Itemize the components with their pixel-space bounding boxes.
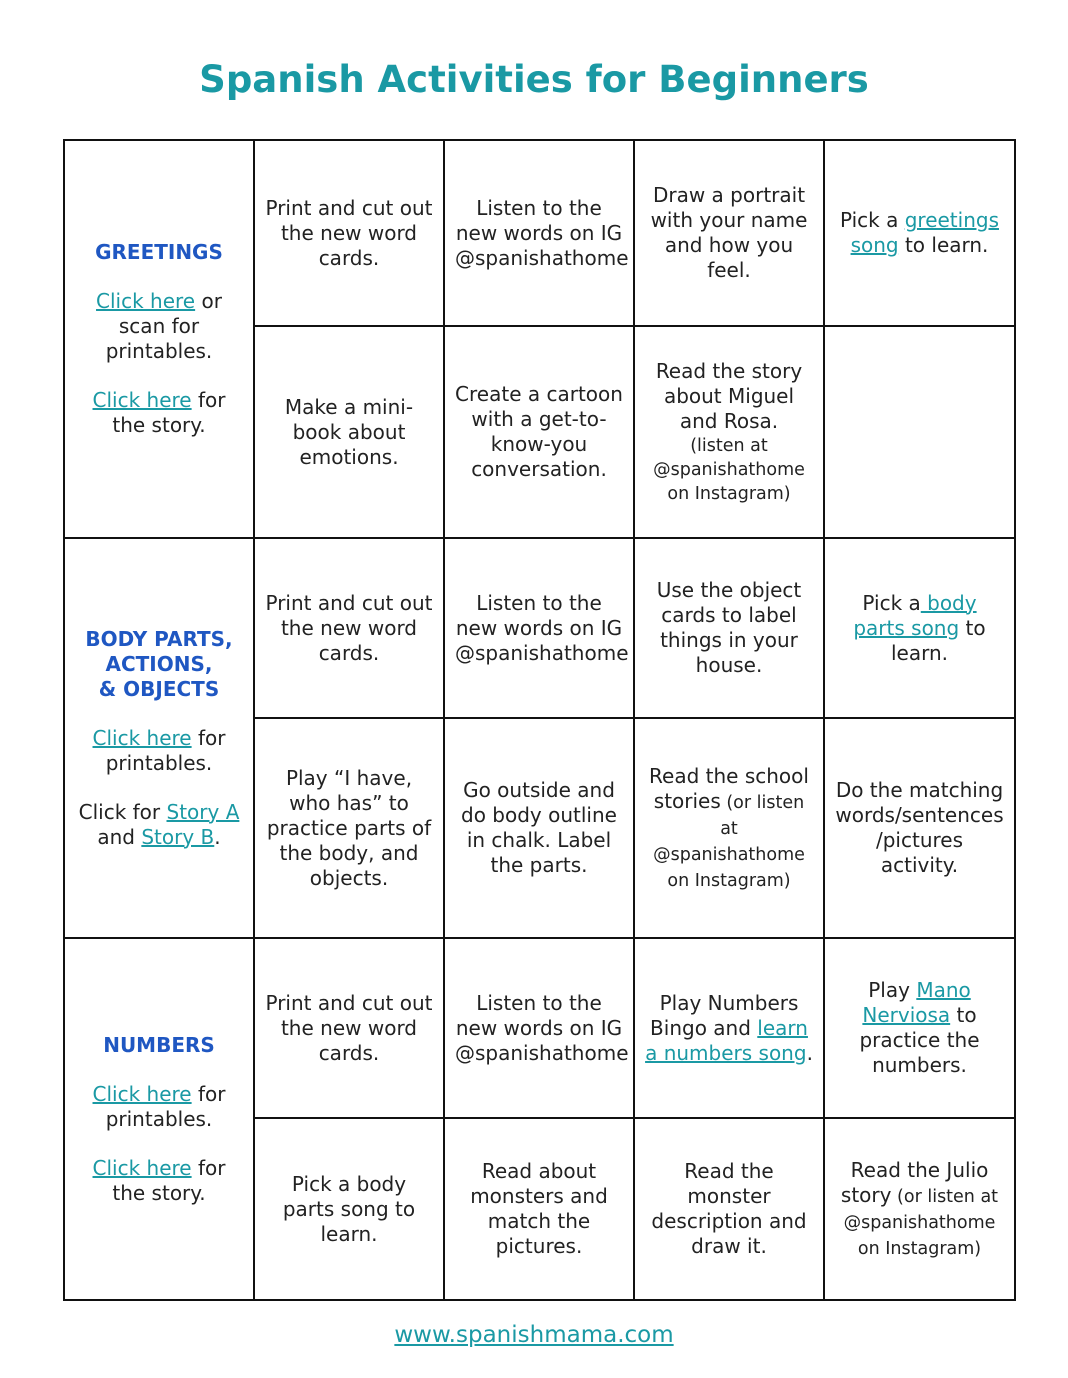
mano-nerviosa-link[interactable]: Mano Nerviosa bbox=[862, 978, 971, 1027]
numbers-story-link[interactable]: Click here bbox=[92, 1155, 192, 1180]
activity-grid bbox=[63, 139, 1016, 1301]
activity-cell: Play Numbers Bingo and learn a numbers song. bbox=[634, 938, 824, 1118]
activity-cell: Read the monster description and draw it. bbox=[634, 1118, 824, 1300]
activity-cell: Do the matching words/sentences /pictures activity. bbox=[824, 718, 1015, 938]
empty-cell bbox=[824, 326, 1015, 538]
numbers-printables-text: Click here for printables. bbox=[92, 1081, 226, 1131]
activity-cell: Read the Julio story (or listen at @spanishathome on Instagram) bbox=[824, 1118, 1015, 1300]
page-title: Spanish Activities for Beginners bbox=[199, 58, 869, 101]
section-heading-body-parts: BODY PARTS, ACTIONS, & OBJECTS bbox=[85, 626, 233, 701]
section-greetings bbox=[64, 140, 254, 538]
activity-cell: Listen to the new words on IG @spanishathome bbox=[444, 140, 634, 326]
activity-cell: Read the story about Miguel and Rosa. (listen at @spanishathome on Instagram) bbox=[634, 326, 824, 538]
activity-cell: Pick a body parts song to learn. bbox=[254, 1118, 444, 1300]
activity-cell: Play “I have, who has” to practice parts of the body, and objects. bbox=[254, 718, 444, 938]
numbers-printables-link[interactable]: Click here bbox=[92, 1081, 192, 1106]
activity-cell: Print and cut out the new word cards. bbox=[254, 140, 444, 326]
activity-cell: Go outside and do body outline in chalk. Label the parts. bbox=[444, 718, 634, 938]
section-heading-numbers: NUMBERS bbox=[103, 1032, 215, 1057]
activity-cell: Listen to the new words on IG @spanishathome bbox=[444, 538, 634, 718]
numbers-story-text: Click here for the story. bbox=[92, 1155, 226, 1205]
greetings-story-link[interactable]: Click here bbox=[92, 388, 192, 412]
activity-cell: Make a mini-book about emotions. bbox=[254, 326, 444, 538]
activity-cell: Play Mano Nerviosa to practice the numbers. bbox=[824, 938, 1015, 1118]
body-stories-text: Click for Story A and Story B. bbox=[78, 799, 240, 849]
activity-cell: Listen to the new words on IG @spanishathome bbox=[444, 938, 634, 1118]
greetings-song-link[interactable]: greetings song bbox=[850, 208, 999, 257]
website-link[interactable]: www.spanishmama.com bbox=[394, 1322, 674, 1348]
activity-cell: Use the object cards to label things in your house. bbox=[634, 538, 824, 718]
body-parts-song-link[interactable]: body parts song bbox=[853, 590, 977, 640]
story-a-link[interactable]: Story A bbox=[166, 799, 240, 824]
body-printables-link[interactable]: Click here bbox=[92, 725, 192, 750]
section-numbers bbox=[64, 938, 254, 1300]
activity-cell: Read about monsters and match the pictures. bbox=[444, 1118, 634, 1300]
activity-cell: Pick a greetings song to learn. bbox=[824, 140, 1015, 326]
section-heading-greetings: GREETINGS bbox=[95, 240, 223, 264]
activity-cell: Draw a portrait with your name and how you feel. bbox=[634, 140, 824, 326]
greetings-story-text: Click here for the story. bbox=[92, 388, 226, 437]
activity-cell: Print and cut out the new word cards. bbox=[254, 538, 444, 718]
story-b-link[interactable]: Story B bbox=[141, 824, 215, 849]
greetings-printables-link[interactable]: Click here bbox=[96, 289, 196, 313]
greetings-printables-text: Click here or scan for printables. bbox=[96, 289, 222, 363]
section-body-parts bbox=[64, 538, 254, 938]
activity-cell: Print and cut out the new word cards. bbox=[254, 938, 444, 1118]
activity-cell: Pick a body parts song to learn. bbox=[824, 538, 1015, 718]
activity-cell: Read the school stories (or listen at @spanishathome on Instagram) bbox=[634, 718, 824, 938]
footer bbox=[0, 1322, 1068, 1348]
body-printables-text: Click here for printables. bbox=[92, 725, 226, 775]
numbers-song-link[interactable]: learn a numbers song bbox=[645, 1015, 808, 1065]
activity-cell: Create a cartoon with a get-to-know-you conversation. bbox=[444, 326, 634, 538]
